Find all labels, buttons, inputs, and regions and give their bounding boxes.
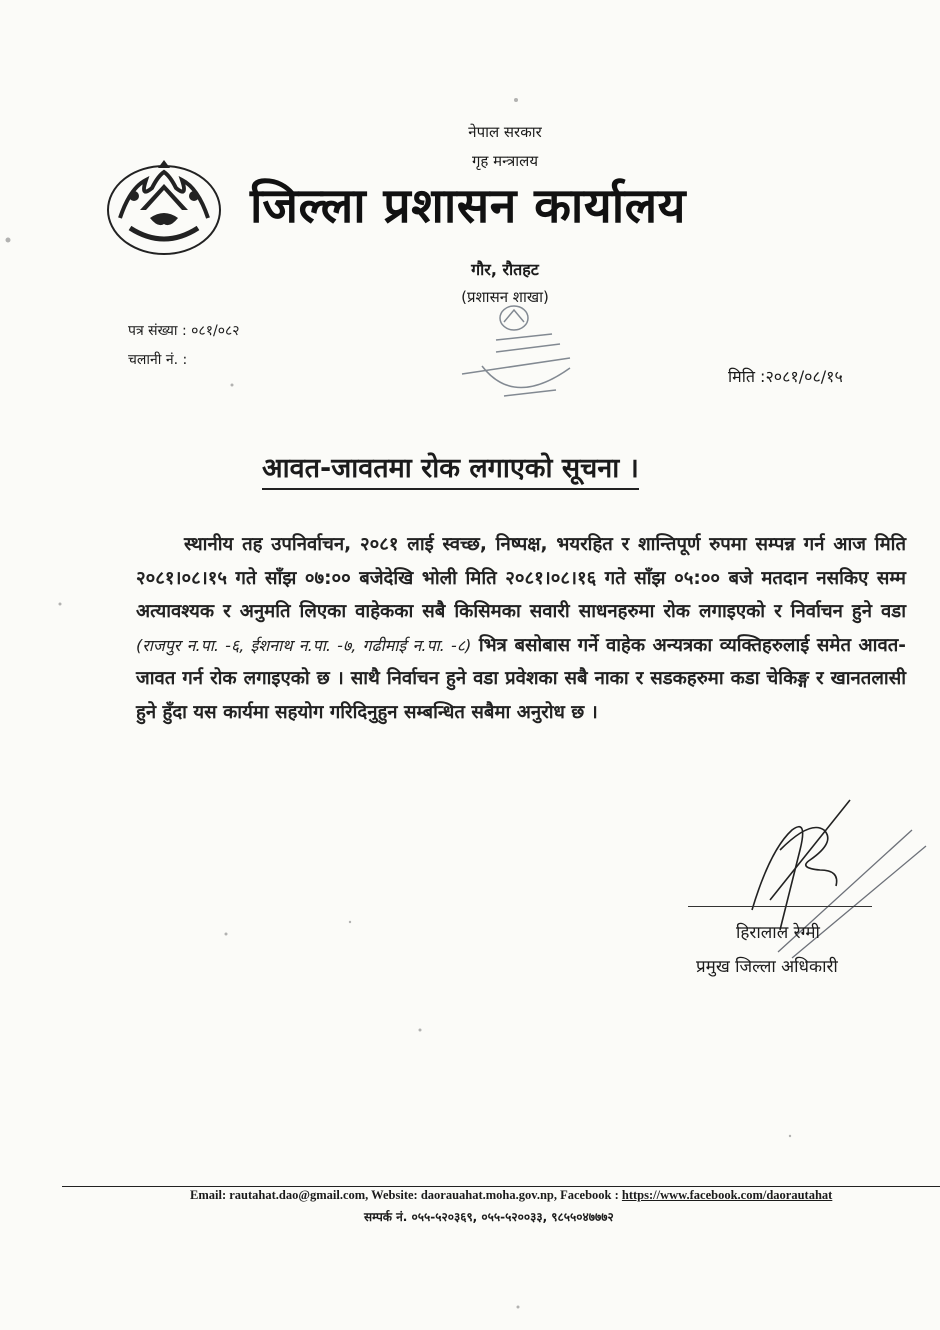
footer-contact-text: Email: rautahat.dao@gmail.com, Website: daorauahat.moha.gov.np, Facebook : [190,1188,622,1202]
office-stamp-icon [452,300,584,410]
office-name: जिल्ला प्रशासन कार्यालय [250,178,687,234]
footer-phone: सम्पर्क नं. ०५५-५२०३६९, ०५५-५२००३३, ९८५५०४७७७२ [364,1210,614,1224]
signatory-title: प्रमुख जिल्ला अधिकारी [696,957,838,977]
footer-divider [62,1186,940,1187]
office-branch: (प्रशासन शाखा) [461,288,549,306]
facebook-link[interactable]: https://www.facebook.com/daorautahat [621,1188,833,1202]
dispatch-number: चलानी नं. : [128,352,188,368]
office-location: गौर, रौतहट [471,260,539,279]
nepal-emblem-icon [100,158,228,258]
letter-date: मिति :२०८१/०८/१५ [728,367,843,386]
letter-number: पत्र संख्या : ०८१/०८२ [128,323,240,339]
footer-contact [190,1188,910,1203]
notice-body [136,528,906,729]
signature-line [688,906,872,907]
signatory-name: हिरालाल रेग्मी [736,923,820,943]
notice-body-wards: (राजपुर न.पा. -६, ईशनाथ न.पा. -७, गढीमाई न.पा. -८) [136,635,472,655]
ministry-name: गृह मन्त्रालय [471,152,539,170]
notice-title: आवत-जावतमा रोक लगाएको सूचना । [262,448,639,490]
government-name: नेपाल सरकार [468,123,542,141]
notice-body-part1: स्थानीय तह उपनिर्वाचन, २०८१ लाई स्वच्छ, निष्पक्ष, भयरहित र शान्तिपूर्ण रुपमा सम्पन्न गर्न आज मिति २०८१।०८।१५ गते साँझ ०७:०० बजेदेखि भोली मिति २०८१।०८।१६ गते साँझ ०५:०० बजे मतदान नसकिए सम्म अत्यावश्यक र अनुमति लिएका वाहेकका सबै किसिमका सवारी साधनहरुमा रोक लगाइएको र निर्वाचन हुने वडा [136,534,906,622]
notice-body-part2: भित्र बसोबास गर्ने वाहेक अन्यत्रका व्यक्तिहरुलाई समेत आवत-जावत गर्न रोक लगाइएको छ । साथै निर्वाचन हुने वडा प्रवेशका सबै नाका र सडकहरुमा कडा चेकिङ्ग र खानतलासी हुने हुँदा यस कार्यमा सहयोग गरिदिनुहुन सम्बन्धित सबैमा अनुरोध छ । [136,634,906,723]
